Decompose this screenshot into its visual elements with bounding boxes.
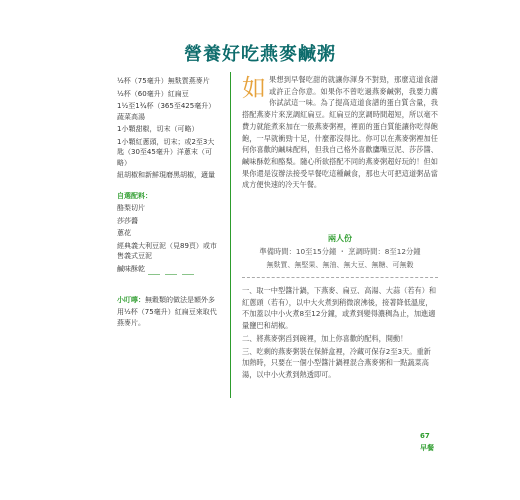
ingredient-item: 1小顆紅蔥頭，切末；或2至3大匙（30至45毫升）洋蔥末（可略） <box>117 137 215 167</box>
step-item <box>242 285 438 332</box>
topping-item: 鹹味酥乾 <box>117 264 145 273</box>
ingredients-column <box>117 76 219 276</box>
steps-list <box>242 285 438 382</box>
optional-toppings-heading: 自選配料： <box>117 191 152 200</box>
intro-paragraph <box>242 74 438 191</box>
dashed-divider <box>242 277 438 278</box>
servings-title: 兩人份 <box>328 234 352 243</box>
prep-cook-time: 準備時間：10至15分鐘 ・ 烹調時間：8至12分鐘 <box>259 247 421 256</box>
topping-item: 經典義大利豆泥（見89頁）或市售義式豆泥 <box>117 241 217 260</box>
step-text: 將燕麥粥舀到碗裡，加上你喜歡的配料，開動！ <box>256 333 408 343</box>
ingredient-item: ½杯（75毫升）無麩質燕麥片 <box>117 77 210 85</box>
step-number: 一、 <box>242 286 257 295</box>
page-number: 67 <box>420 432 430 440</box>
topping-item: 莎莎醬 <box>117 216 138 225</box>
step-item <box>242 333 438 345</box>
ingredient-item: ½杯（60毫升）紅扁豆 <box>117 89 189 98</box>
step-number: 二、 <box>242 333 257 343</box>
intro-text: 果想到早餐吃甜的就讓你渾身不對勁，那麼這道食譜或許正合你意。如果你不曾吃過燕麥鹹粥，我要力薦你試試這一味。為了提高這道食譜的蛋白質含量，我搭配燕麥片來烹調紅扁豆。紅扁豆的烹調時間超短，所以毫不費力就能煮來加在一般燕麥粥裡，裡面的蛋白質能讓你吃得飽飽，一早就衝勁十足，什麼都沒得比。你可以在燕麥粥裡加任何你喜歡的鹹味配料，但我自己格外喜歡鷹嘴豆泥、莎莎醬、鹹味酥乾和酪梨。隨心所欲搭配不同的燕麥粥超好玩的！但如果你還是沒辦法接受早餐吃這種鹹食，那也大可把這道粥品當成方便快速的冷天午餐。 <box>242 75 438 190</box>
tip-text: 無穀類的做法是額外多用½杯（75毫升）紅扁豆來取代燕麥片。 <box>117 296 217 327</box>
step-number: 三、 <box>242 346 257 356</box>
step-text: 取一中型醬汁鍋，下燕麥、扁豆、高湯、大蒜（若有）和紅蔥頭（若有），以中大火煮到稍微滾沸後，接著降低溫度，不加蓋以中小火煮8至12分鐘，或煮到變得濃稠為止，加進適量鹽巴和胡椒。 <box>242 286 437 331</box>
tip-label: 小叮嚀： <box>117 296 145 304</box>
diet-tags: 無麩質、無堅果、無油、無大豆、無糖、可無穀 <box>266 261 414 269</box>
ingredient-item: 1小顆甜椒，切末（可略） <box>117 125 199 133</box>
drop-cap: 如 <box>242 74 266 102</box>
ingredient-item: 紐胡椒和新鮮現磨黑胡椒，適量 <box>117 171 215 179</box>
tip-box <box>117 295 221 330</box>
topping-item: 酪梨切片 <box>117 204 145 212</box>
decorative-divider <box>148 271 194 279</box>
ingredient-item: 1½至1¾杯（365至425毫升）蔬菜高湯 <box>117 102 216 121</box>
step-text: 吃剩的燕麥粥裝在保鮮盒裡，冷藏可保存2至3天。重新加熱時，只要在一個小型醬汁鍋裡混合燕麥粥和一點蔬菜高湯，以中小火煮到熱透即可。 <box>242 346 431 379</box>
recipe-title: 營養好吃燕麥鹹粥 <box>184 44 336 65</box>
column-divider <box>230 72 231 398</box>
step-item <box>242 346 438 381</box>
topping-item: 蔥花 <box>117 229 131 237</box>
section-label: 早餐 <box>420 444 434 452</box>
